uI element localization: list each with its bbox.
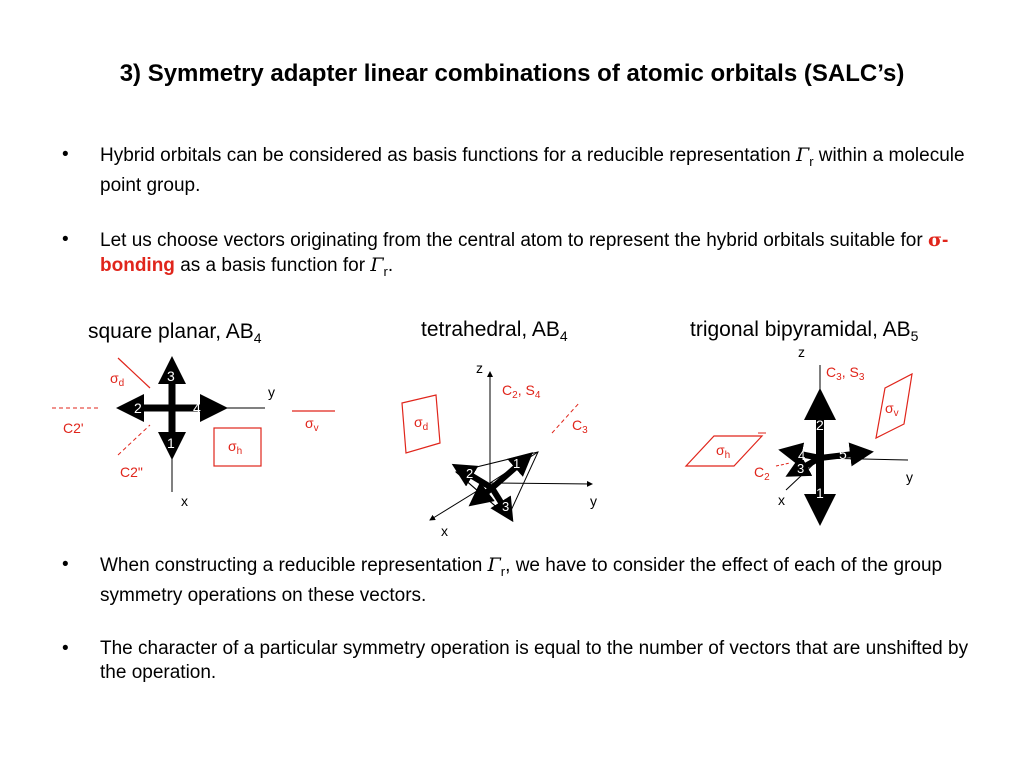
tetrahedral-diagram [402, 360, 597, 539]
bullet-text: Let us choose vectors originating from the central atom to represent the hybrid orbitals suitable for σ-bonding as a basis function for $\Gamma_r$. [100, 229, 949, 279]
bullet-marker: • [62, 638, 69, 659]
label-1: 1 [816, 485, 824, 501]
caption-tetrahedral: tetrahedral, $AB_4$ [421, 318, 568, 345]
bullet-text: The character of a particular symmetry operation is equal to the number of vectors that are unshifted by the operation. [100, 638, 969, 683]
c2-s4-label: $C_2$, $S_4$ [502, 382, 541, 401]
label-3: 3 [502, 499, 510, 514]
page-title: 3) Symmetry adapter linear combinations of atomic orbitals (SALC’s) [119, 60, 905, 87]
square-planar-diagram [52, 358, 335, 509]
label-4: 4 [798, 448, 806, 463]
bullet-marker: • [62, 229, 69, 250]
axis-label-z: z [476, 360, 483, 376]
c2-double-prime-axis [118, 425, 150, 455]
sigma-d-label: $\sigma_d$ [110, 370, 125, 389]
bullet-marker: • [62, 144, 69, 165]
sigma-v-label: $\sigma_v$ [305, 415, 319, 434]
c2-axis [776, 463, 790, 466]
label-5: 5 [839, 446, 847, 462]
axis-label-z: z [798, 344, 805, 360]
x-axis-line [430, 483, 490, 520]
label-1: 1 [167, 435, 175, 451]
trigonal-bipyramidal-diagram [686, 344, 913, 510]
c2-double-prime-label: C2" [120, 464, 143, 480]
bullet-text: When constructing a reducible representation $\Gamma_r$, we have to consider the effect of each of the group symmetry operations on these vectors. [100, 554, 943, 606]
y-axis-line [490, 483, 592, 484]
axis-label-x: x [181, 493, 188, 509]
label-1: 1 [513, 456, 521, 471]
axis-label-x: x [441, 523, 448, 539]
axis-label-x: x [778, 492, 785, 508]
c2-label: $C_2$ [754, 464, 770, 483]
label-2: 2 [134, 400, 142, 416]
c2-prime-label: C2' [63, 420, 84, 436]
label-2: 2 [466, 466, 474, 481]
sigma-bonding-term: σ-bonding [100, 229, 949, 276]
label-4: 4 [193, 400, 201, 416]
label-3: 3 [167, 368, 175, 384]
sigma-v-label: $\sigma_v$ [885, 400, 899, 419]
c3-s3-label: $C_3$, $S_3$ [826, 364, 865, 383]
sigma-h-label: $\sigma_h$ [716, 442, 731, 461]
bullet-text: Hybrid orbitals can be considered as basis functions for a reducible representation $\Gamma_r$ within a molecule point group. [100, 144, 965, 196]
caption-trigonal-bipyramidal: trigonal bipyramidal, $AB_5$ [690, 318, 919, 345]
sigma-d-label: $\sigma_d$ [414, 414, 429, 433]
axis-label-y: y [268, 384, 275, 400]
c3-label: $C_3$ [572, 417, 588, 436]
caption-square-planar: square planar, $AB_4$ [88, 320, 262, 347]
sigma-v-plane [876, 374, 912, 438]
axis-label-y: y [906, 469, 913, 485]
label-2: 2 [816, 417, 824, 433]
sigma-h-label: $\sigma_h$ [228, 438, 243, 457]
axis-label-y: y [590, 493, 597, 509]
bullet-marker: • [62, 554, 69, 575]
label-3: 3 [797, 461, 805, 476]
